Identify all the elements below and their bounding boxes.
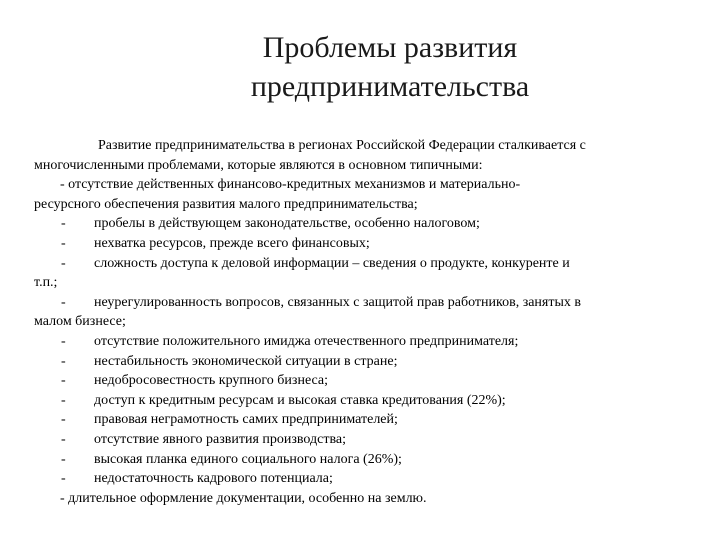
list-item-text: пробелы в действующем законодательстве, особенно налоговом; bbox=[94, 216, 480, 232]
list-item-text: отсутствие явного развития производства; bbox=[94, 431, 347, 447]
list-dash: - bbox=[61, 471, 66, 487]
list-dash: - bbox=[61, 451, 66, 467]
list-item-text: высокая планка единого социального налога (26%); bbox=[94, 451, 402, 467]
list-dash: - bbox=[61, 373, 66, 389]
list-dash: - bbox=[60, 490, 65, 506]
list-item-text: отсутствие действенных финансово-кредитных механизмов и материально- bbox=[68, 177, 521, 193]
intro-line-1: Развитие предпринимательства в регионах Российской Федерации сталкивается с bbox=[98, 138, 586, 153]
list-item bbox=[34, 450, 684, 470]
title-line-2: предпринимательства bbox=[250, 70, 530, 103]
list-item bbox=[34, 214, 684, 234]
list-item bbox=[34, 293, 684, 313]
list-item bbox=[34, 469, 684, 489]
title-line-1: Проблемы развития bbox=[262, 31, 518, 64]
list-item bbox=[34, 430, 684, 450]
list-item-continuation: т.п.; bbox=[34, 275, 58, 291]
list-item-text: недобросовестность крупного бизнеса; bbox=[94, 373, 328, 389]
list-dash: - bbox=[61, 392, 66, 408]
list-dash: - bbox=[61, 431, 66, 447]
list-item bbox=[34, 371, 684, 391]
list-item bbox=[34, 391, 684, 411]
list-item-text: неурегулированность вопросов, связанных с защитой прав работников, занятых в bbox=[94, 294, 581, 310]
list-item bbox=[34, 352, 684, 372]
list-item-text: отсутствие положительного имиджа отечественного предпринимателя; bbox=[94, 333, 519, 349]
list-item bbox=[34, 410, 684, 430]
list-item-text: нехватка ресурсов, прежде всего финансовых; bbox=[94, 235, 370, 251]
list-item-text: правовая неграмотность самих предпринимателей; bbox=[94, 412, 398, 428]
list-item bbox=[34, 234, 684, 254]
list-item bbox=[34, 489, 684, 509]
list-dash: - bbox=[61, 412, 66, 428]
list-dash: - bbox=[61, 294, 66, 310]
list-dash: - bbox=[61, 333, 66, 349]
list-item-continuation: ресурсного обеспечения развития малого предпринимательства; bbox=[34, 196, 418, 212]
list-item-text: недостаточность кадрового потенциала; bbox=[94, 471, 333, 487]
list-item-text: сложность доступа к деловой информации – сведения о продукте, конкуренте и bbox=[94, 255, 570, 271]
list-dash: - bbox=[61, 255, 66, 271]
slide-body bbox=[34, 136, 684, 508]
list-item bbox=[34, 332, 684, 352]
list-dash: - bbox=[61, 235, 66, 251]
list-item-text: длительное оформление документации, особенно на землю. bbox=[68, 490, 427, 506]
slide-title bbox=[130, 28, 650, 106]
list-dash: - bbox=[61, 216, 66, 232]
list-dash: - bbox=[61, 353, 66, 369]
list-item bbox=[34, 254, 684, 274]
list-item bbox=[34, 175, 684, 195]
list-item-text: доступ к кредитным ресурсам и высокая ставка кредитования (22%); bbox=[94, 392, 506, 408]
list-dash: - bbox=[60, 177, 65, 193]
list-item-continuation: малом бизнесе; bbox=[34, 314, 126, 330]
intro-line-2: многочисленными проблемами, которые являются в основном типичными: bbox=[34, 157, 483, 173]
list-item-text: нестабильность экономической ситуации в стране; bbox=[94, 353, 398, 369]
